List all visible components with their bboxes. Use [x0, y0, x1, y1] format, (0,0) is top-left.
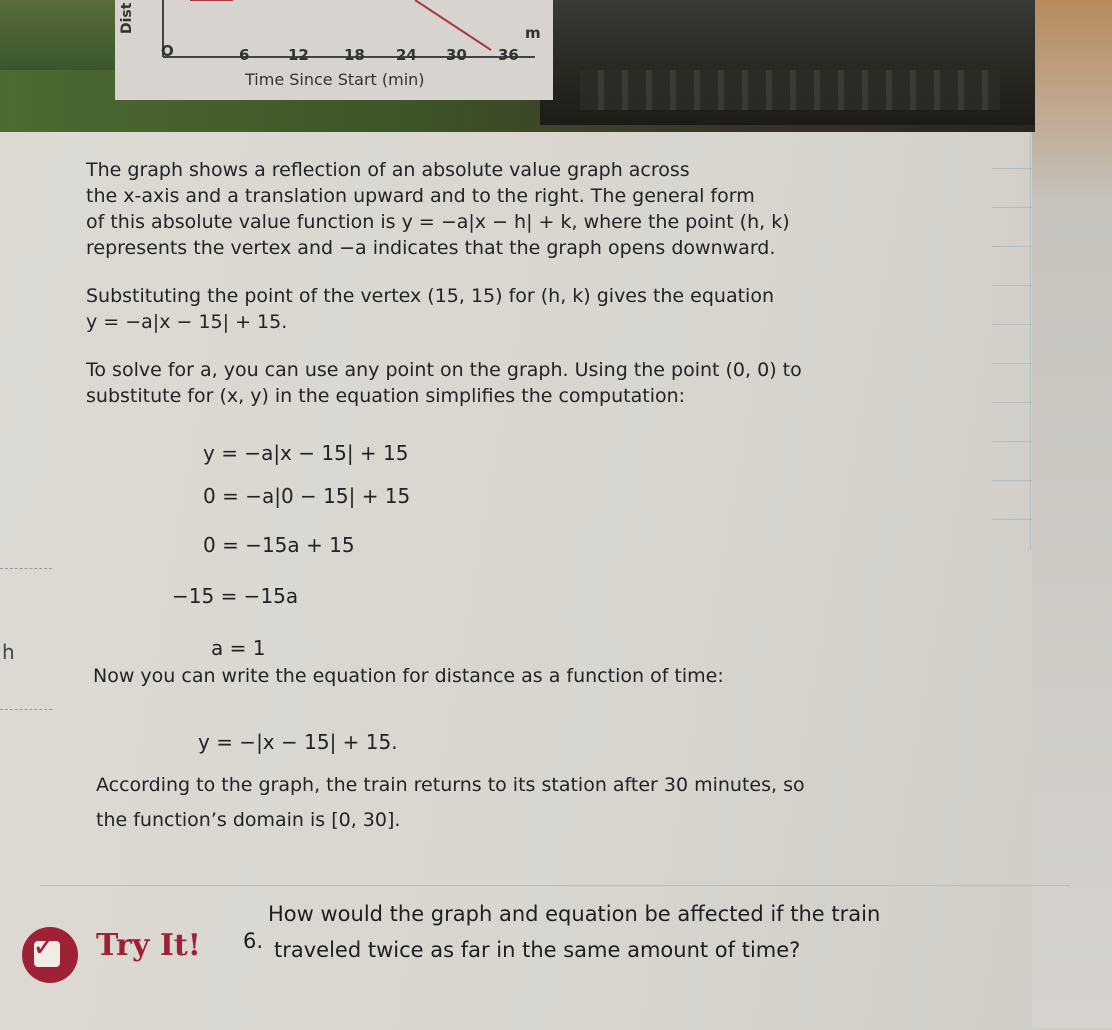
paragraph-solve-for-a — [86, 357, 802, 409]
distance-time-graph — [115, 0, 553, 100]
x-tick-label: 36 — [498, 46, 519, 64]
text-line: substitute for (x, y) in the equation simplifies the computation: — [86, 385, 686, 407]
text-line: According to the graph, the train returns to its station after 30 minutes, so — [96, 774, 805, 796]
paragraph-general-form — [86, 157, 790, 261]
text-line: the x-axis and a translation upward and to the right. The general form — [86, 185, 755, 207]
train-photo — [0, 0, 1035, 132]
m-unit-label: m — [525, 24, 541, 42]
y-axis-label: Dist — [119, 2, 135, 34]
checkmark-icon: ✓ — [32, 929, 58, 964]
x-axis-title: Time Since Start (min) — [245, 70, 425, 89]
final-equation: y = −|x − 15| + 15. — [198, 730, 398, 754]
text-line: traveled twice as far in the same amount of time? — [274, 938, 801, 962]
try-it-check-icon — [22, 927, 78, 983]
x-tick-label: 18 — [344, 46, 365, 64]
text-line: y = −a|x − 15| + 15. — [86, 311, 288, 333]
text-line: the function’s domain is [0, 30]. — [96, 809, 401, 831]
paragraph-domain — [96, 763, 805, 833]
equation-step: y = −a|x − 15| + 15 — [203, 441, 409, 465]
origin-label: O — [161, 42, 174, 60]
paragraph-write-equation: Now you can write the equation for distance as a function of time: — [93, 665, 724, 687]
paragraph-vertex-substitution — [86, 283, 774, 335]
try-it-label: Try It! — [96, 928, 201, 963]
page-edge — [1032, 0, 1112, 1028]
text-line: represents the vertex and −a indicates that the graph opens downward. — [86, 237, 776, 259]
equation-step: 0 = −15a + 15 — [203, 533, 355, 557]
text-line: Substituting the point of the vertex (15, 15) for (h, k) gives the equation — [86, 285, 774, 307]
x-tick-label: 6 — [239, 46, 250, 64]
photo-train — [540, 0, 1035, 125]
textbook-page — [0, 130, 1112, 1030]
question-number: 6. — [243, 929, 264, 953]
text-line: The graph shows a reflection of an absolute value graph across — [86, 159, 690, 181]
x-tick-label: 24 — [396, 46, 417, 64]
equation-step: −15 = −15a — [172, 584, 299, 608]
margin-box — [0, 568, 52, 710]
text-line: How would the graph and equation be affected if the train — [268, 902, 881, 926]
question-text — [268, 899, 1038, 962]
x-tick-label: 30 — [446, 46, 467, 64]
section-divider — [40, 885, 1070, 886]
text-line: of this absolute value function is y = −a|x − h| + k, where the point (h, k) — [86, 211, 790, 233]
x-tick-label: 12 — [288, 46, 309, 64]
margin-letter: h — [2, 640, 15, 664]
equation-step: 0 = −a|0 − 15| + 15 — [203, 484, 411, 508]
text-line: To solve for a, you can use any point on the graph. Using the point (0, 0) to — [86, 359, 802, 381]
equation-step: a = 1 — [211, 636, 266, 660]
